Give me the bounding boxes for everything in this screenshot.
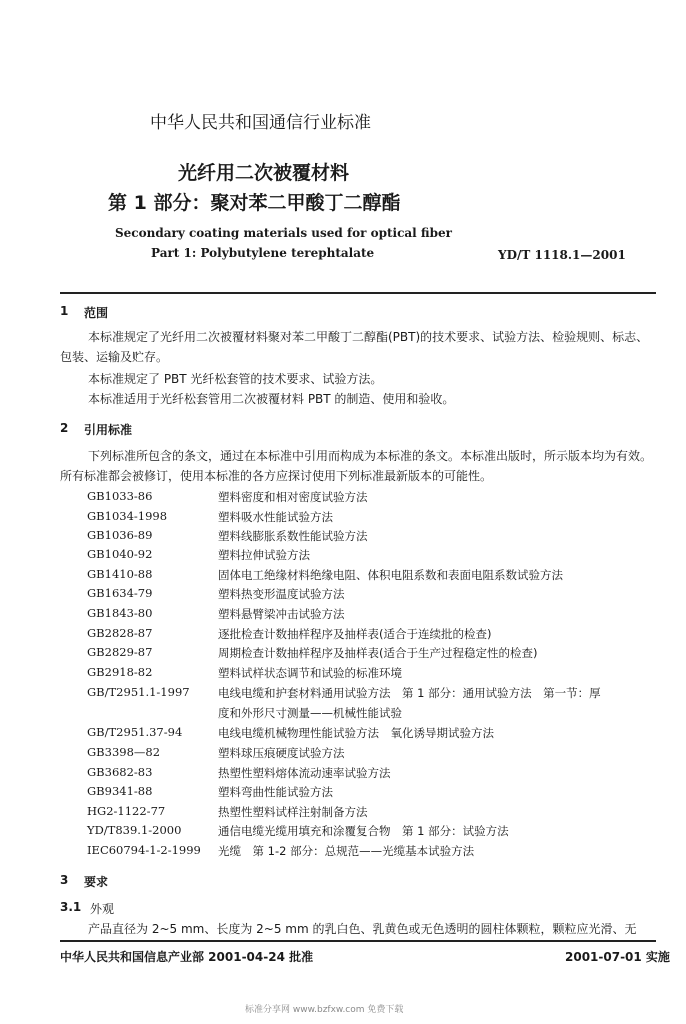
section-1-paragraph-2: 本标准规定了 PBT 光纤松套管的技术要求、试验方法。 bbox=[88, 372, 383, 386]
reference-title: 电线电缆机械物理性能试验方法 氧化诱导期试验方法 bbox=[218, 726, 494, 740]
section-1-paragraph-1: 本标准规定了光纤用二次被覆材料聚对苯二甲酸丁二醇酯(PBT)的技术要求、试验方法、检验规则、标志、包装、运输及贮存。 bbox=[60, 330, 649, 364]
reference-code: GB1033-86 bbox=[87, 489, 153, 503]
reference-code: GB/T2951.1-1997 bbox=[87, 685, 190, 699]
reference-title: 塑料拉伸试验方法 bbox=[218, 548, 310, 562]
standard-code: YD/T 1118.1—2001 bbox=[498, 248, 626, 262]
section-1-paragraph-3: 本标准适用于光纤松套管用二次被覆材料 PBT 的制造、使用和验收。 bbox=[88, 392, 455, 406]
reference-code: GB2828-87 bbox=[87, 626, 153, 640]
english-part-title: Part 1: Polybutylene terephtalate bbox=[151, 246, 375, 260]
section-3-1-number: 3.1 bbox=[60, 900, 82, 914]
reference-title: 电线电缆和护套材料通用试验方法 第 1 部分：通用试验方法 第一节：厚 bbox=[218, 686, 601, 700]
section-3-title: 要求 bbox=[84, 875, 109, 889]
section-1-number: 1 bbox=[60, 304, 69, 318]
reference-title: 逐批检查计数抽样程序及抽样表(适合于连续批的检查) bbox=[218, 627, 492, 641]
reference-code: IEC60794-1-2-1999 bbox=[87, 843, 201, 857]
section-1-title: 范围 bbox=[84, 306, 109, 320]
reference-code: GB9341-88 bbox=[87, 784, 153, 798]
reference-title: 周期检查计数抽样程序及抽样表(适合于生产过程稳定性的检查) bbox=[218, 646, 538, 660]
section-3-number: 3 bbox=[60, 873, 69, 887]
reference-code: GB2918-82 bbox=[87, 665, 153, 679]
document-title-line1: 光纤用二次被覆材料 bbox=[178, 162, 350, 184]
english-title: Secondary coating materials used for optical fiber bbox=[115, 226, 452, 240]
reference-title: 塑料弯曲性能试验方法 bbox=[218, 785, 333, 799]
document-title-line2: 第 1 部分：聚对苯二甲酸丁二醇酯 bbox=[108, 192, 401, 214]
section-2-number: 2 bbox=[60, 421, 69, 435]
reference-title: 固体电工绝缘材料绝缘电阻、体积电阻系数和表面电阻系数试验方法 bbox=[218, 568, 563, 582]
reference-title: 塑料吸水性能试验方法 bbox=[218, 510, 333, 524]
section-2-paragraph-1: 下列标准所包含的条文，通过在本标准中引用而构成为本标准的条文。本标准出版时，所示版本均为有效。所有标准都会被修订，使用本标准的各方应探讨使用下列标准最新版本的可能性。 bbox=[60, 449, 653, 483]
reference-code: GB1034-1998 bbox=[87, 509, 168, 523]
reference-title: 热塑性塑料熔体流动速率试验方法 bbox=[218, 766, 391, 780]
publish-date: 中华人民共和国信息产业部 2001-04-24 批准 bbox=[60, 950, 314, 964]
reference-code: GB1410-88 bbox=[87, 567, 153, 581]
section-3-1-title: 外观 bbox=[90, 902, 115, 916]
reference-title: 塑料线膨胀系数性能试验方法 bbox=[218, 529, 368, 543]
reference-code: GB1843-80 bbox=[87, 606, 153, 620]
effective-date: 2001-07-01 实施 bbox=[565, 950, 670, 964]
reference-code: GB/T2951.37-94 bbox=[87, 725, 183, 739]
reference-title-continued: 度和外形尺寸测量——机械性能试验 bbox=[218, 706, 402, 720]
reference-title: 塑料试样状态调节和试验的标准环境 bbox=[218, 666, 402, 680]
issuer-heading: 中华人民共和国通信行业标准 bbox=[150, 113, 371, 133]
reference-code: GB1040-92 bbox=[87, 547, 153, 561]
reference-code: GB3682-83 bbox=[87, 765, 153, 779]
reference-code: GB3398—82 bbox=[87, 745, 161, 759]
reference-code: HG2-1122-77 bbox=[87, 804, 166, 818]
reference-title: 热塑性塑料试样注射制备方法 bbox=[218, 805, 368, 819]
reference-title: 通信电缆光缆用填充和涂覆复合物 第 1 部分：试验方法 bbox=[218, 824, 509, 838]
reference-code: GB2829-87 bbox=[87, 645, 153, 659]
reference-title: 塑料悬臂梁冲击试验方法 bbox=[218, 607, 345, 621]
reference-title: 塑料热变形温度试验方法 bbox=[218, 587, 345, 601]
footer-divider bbox=[60, 940, 656, 942]
reference-title: 塑料球压痕硬度试验方法 bbox=[218, 746, 345, 760]
reference-code: YD/T839.1-2000 bbox=[87, 823, 182, 837]
section-3-1-paragraph: 产品直径为 2~5 mm、长度为 2~5 mm 的乳白色、乳黄色或无色透明的圆柱体颗粒，颗粒应光滑、无 bbox=[88, 922, 637, 936]
reference-title: 光缆 第 1-2 部分：总规范——光缆基本试验方法 bbox=[218, 844, 475, 858]
header-divider bbox=[60, 292, 656, 294]
reference-title: 塑料密度和相对密度试验方法 bbox=[218, 490, 368, 504]
section-2-title: 引用标准 bbox=[84, 423, 133, 437]
reference-code: GB1634-79 bbox=[87, 586, 153, 600]
watermark-text: 标准分享网 www.bzfxw.com 免费下载 bbox=[245, 1005, 404, 1015]
reference-code: GB1036-89 bbox=[87, 528, 153, 542]
